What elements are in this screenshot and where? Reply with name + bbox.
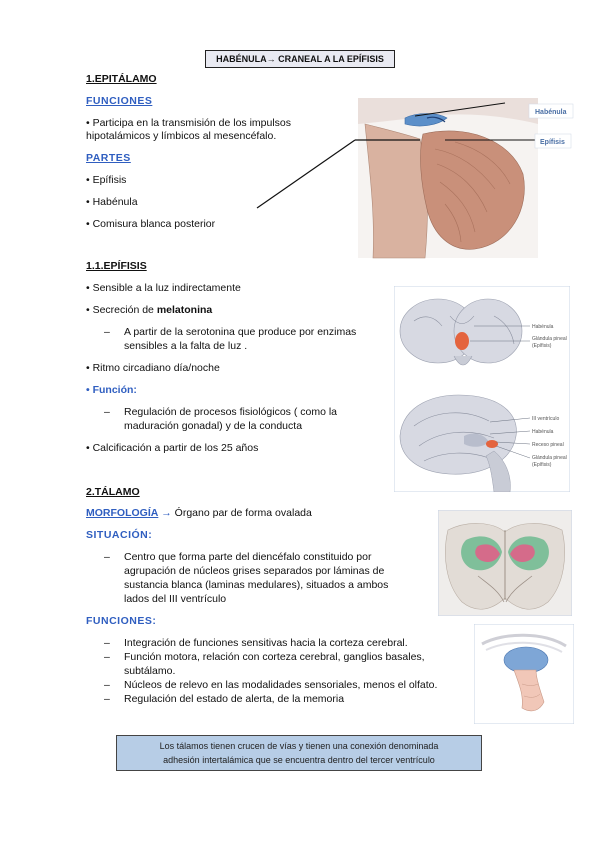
talamo-lateral-figure xyxy=(474,624,574,724)
fig2-bottom-label-receso: Receso pineal xyxy=(532,442,564,448)
fig2-bottom-label-ventriculo: III ventrículo xyxy=(532,416,560,422)
fig2-top-label-habenula: Habénula xyxy=(532,324,554,330)
funcion-item-text: Función motora, relación con corteza cerebral, ganglios basales, xyxy=(124,651,425,663)
serotonina-line2: sensibles a la falta de luz . xyxy=(124,340,248,352)
situacion-line3: sustancia blanca (laminas medulares), situados a ambos xyxy=(124,579,389,591)
dash-mark: – xyxy=(104,679,110,691)
fig2-top-label-glandula: Glándula pineal xyxy=(532,336,567,342)
melatonina-text: melatonina xyxy=(156,304,213,316)
fig2-top-label-epifisis: (Epífisis) xyxy=(532,343,552,349)
fig2-bottom-label-habenula: Habénula xyxy=(532,429,554,435)
dash-mark: – xyxy=(104,406,110,418)
talamo-coronal-figure xyxy=(438,510,572,616)
funcion-text-line2: hipotalámicos y límbicos al mesencéfalo. xyxy=(86,130,277,142)
dash-mark: – xyxy=(104,551,110,563)
parte-item-epifisis: • Epífisis xyxy=(86,174,127,186)
serotonina-line1: A partir de la serotonina que produce por enzimas xyxy=(124,326,357,338)
epifisis-bullet-luz: • Sensible a la luz indirectamente xyxy=(86,282,241,294)
situacion-line2: agrupación de núcleos grises separados por láminas de xyxy=(124,565,385,577)
morfologia-text: Órgano par de forma ovalada xyxy=(171,507,312,519)
subheading-funciones: FUNCIONES xyxy=(86,95,153,107)
epifisis-bullet-calcificacion: • Calcificación a partir de los 25 años xyxy=(86,442,259,454)
document-title: HABÉNULA→ CRANEAL A LA EPÍFISIS xyxy=(205,50,395,68)
funcion-item-motora xyxy=(104,651,464,679)
subheading-funciones-talamo: FUNCIONES: xyxy=(86,615,157,627)
label-habenula: Habénula xyxy=(535,109,567,116)
epifisis-subitem-serotonina xyxy=(104,326,404,354)
section-heading-epitalamo: 1.EPITÁLAMO xyxy=(86,73,157,85)
funcion-text-line1: • Participa en la transmisión de los impulsos xyxy=(86,117,292,129)
note-line2: adhesión intertalámica que se encuentra dentro del tercer ventrículo xyxy=(163,755,435,765)
epitalamo-figure xyxy=(255,94,575,260)
funcion-item-text-cont: subtálamo. xyxy=(124,665,176,677)
funcion-item-text: Integración de funciones sensitivas hacia la corteza cerebral. xyxy=(124,637,408,649)
epifisis-bullet-secrecion xyxy=(86,304,212,317)
dash-mark: – xyxy=(104,651,110,663)
funcion-item-integracion xyxy=(104,637,464,651)
fig2-bottom-label-glandula: Glándula pineal xyxy=(532,455,567,461)
fig2-bottom-label-epifisis: (Epífisis) xyxy=(532,462,552,468)
situacion-item xyxy=(104,551,424,607)
parte-item-habenula: • Habénula xyxy=(86,196,138,208)
funcion-item-relevo xyxy=(104,679,464,693)
dash-mark: – xyxy=(104,693,110,705)
morfologia-label: MORFOLOGÍA xyxy=(86,507,159,519)
epifisis-figure xyxy=(394,286,570,492)
funcion-item-text: Núcleos de relevo en las modalidades sensoriales, menos el olfato. xyxy=(124,679,438,691)
dash-mark: – xyxy=(104,637,110,649)
section-heading-epifisis: 1.1.EPÍFISIS xyxy=(86,260,147,272)
regulacion-line2: maduración gonadal) y de la conducta xyxy=(124,420,303,432)
talamo-morfologia xyxy=(86,507,312,520)
section-heading-talamo: 2.TÁLAMO xyxy=(86,486,140,498)
regulacion-line1: Regulación de procesos fisiológicos ( como la xyxy=(124,406,338,418)
situacion-line4: lados del III ventrículo xyxy=(124,593,227,605)
subheading-partes: PARTES xyxy=(86,152,131,164)
situacion-line1: Centro que forma parte del diencéfalo constituido por xyxy=(124,551,372,563)
funcion-item-alerta xyxy=(104,693,464,707)
subheading-situacion: SITUACIÓN: xyxy=(86,529,153,541)
dash-mark: – xyxy=(104,326,110,338)
arrow-right-icon: → xyxy=(161,507,172,519)
note-line1: Los tálamos tienen crucen de vías y tienen una conexión denominada xyxy=(159,741,439,751)
secrecion-prefix: • Secreción de xyxy=(86,304,157,316)
epifisis-bullet-ritmo: • Ritmo circadiano día/noche xyxy=(86,362,220,374)
parte-item-comisura: • Comisura blanca posterior xyxy=(86,218,216,230)
label-epifisis: Epífisis xyxy=(540,139,565,146)
epifisis-subitem-regulacion xyxy=(104,406,404,434)
funcion-item-text: Regulación del estado de alerta, de la memoria xyxy=(124,693,345,705)
epifisis-funcion-label: • Función: xyxy=(86,384,137,396)
note-box xyxy=(116,735,482,771)
